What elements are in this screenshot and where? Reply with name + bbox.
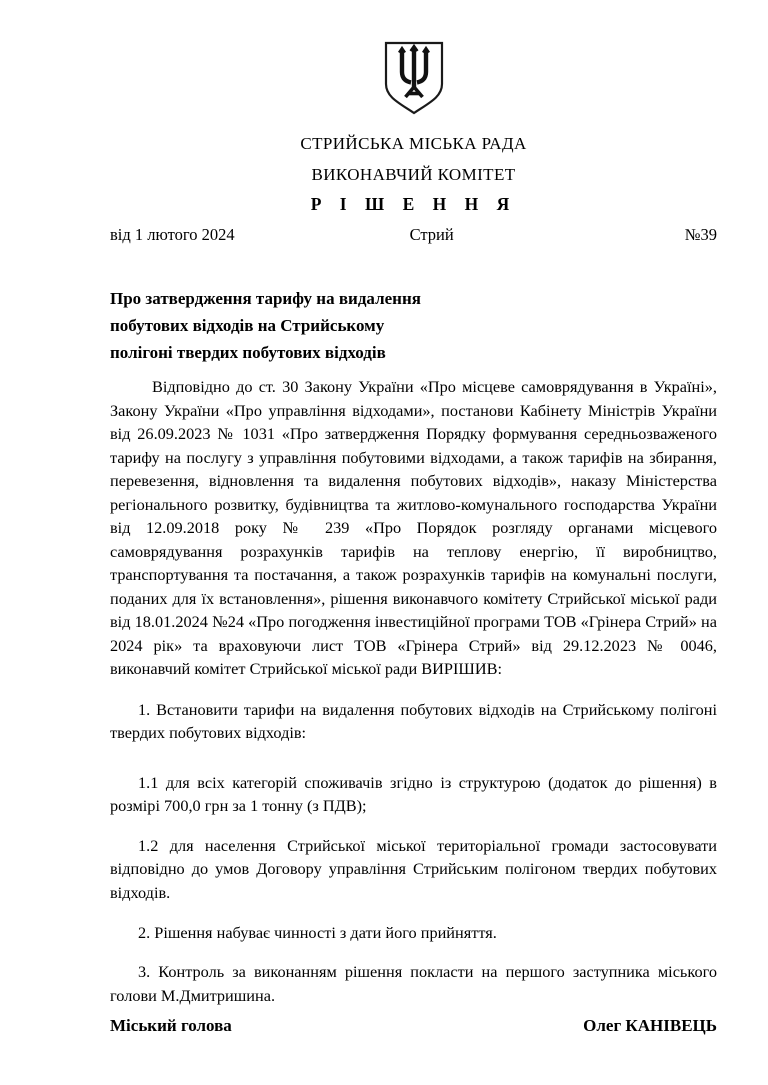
resolution-item-1-2: 1.2 для населення Стрийської міської територіальної громади застосовувати відповідно до умов Договору управління Стрийським полігоном твердих побутових відходів. [110,835,717,902]
document-place: Стрий [409,225,454,244]
resolution-item-3: 3. Контроль за виконанням рішення покласти на першого заступника міського голови М.Дмитришина. [110,962,717,1005]
document-date: від 1 лютого 2024 [110,225,235,244]
preamble-paragraph: Відповідно до ст. 30 Закону України «Про місцеве самоврядування в Україні», Закону України «Про управління відходами», постанови Кабінету Міністрів України від 26.09.2023 № 1031 «Про затвердження Порядку формування середньозваженого тарифу на послугу з управління побутовими відходами, а також тарифів на збирання, перевезення, відновлення та видалення побутових відходів», наказу Міністерства регіонального розвитку, будівництва та житлово-комунального господарства України від 12.09.2018 року № 239 «Про Порядок розгляду органами місцевого самоврядування розрахунків тарифів на теплову енергію, її виробництво, транспортування та постачання, а також розрахунків тарифів на комунальні послуги, поданих для їх встановлення», рішення виконавчого комітету Стрийської міської ради від 18.01.2024 №24 «Про погодження інвестиційної програми ТОВ «Грінера Стрий» на 2024 рік» та враховуючи лист ТОВ «Грінера Стрий» від 29.12.2023 № 0046, виконавчий комітет Стрийської міської ради ВИРІШИВ: [110,377,717,678]
document-meta-row [110,225,717,245]
document-content [110,0,717,1024]
document-type-heading: Р І Ш Е Н Н Я [310,194,517,214]
ukraine-coat-of-arms-icon [382,40,446,121]
resolution-item-1-1: 1.1 для всіх категорій споживачів згідно із структурою (додаток до рішення) в розмірі 700,0 грн за 1 тонну (з ПДВ); [110,772,717,815]
document-title [110,285,717,366]
organization-name: СТРИЙСЬКА МІСЬКА РАДА [300,134,527,153]
document-title-line: полігоні твердих побутових відходів [110,343,386,362]
signer-position: Міський голова [110,1016,232,1035]
signer-name: Олег КАНІВЕЦЬ [583,1016,717,1035]
resolution-item-2: 2. Рішення набуває чинності з дати його прийняття. [138,922,497,942]
emblem-container [110,40,717,121]
document-number: №39 [684,225,717,244]
organization-subdivision: ВИКОНАВЧИЙ КОМІТЕТ [311,165,516,184]
document-title-line: Про затвердження тарифу на видалення [110,289,421,308]
signature-row [110,1016,717,1036]
resolution-item-1: 1. Встановити тарифи на видалення побутових відходів на Стрийському полігоні твердих побутових відходів: [110,699,717,742]
document-title-line: побутових відходів на Стрийському [110,316,385,335]
